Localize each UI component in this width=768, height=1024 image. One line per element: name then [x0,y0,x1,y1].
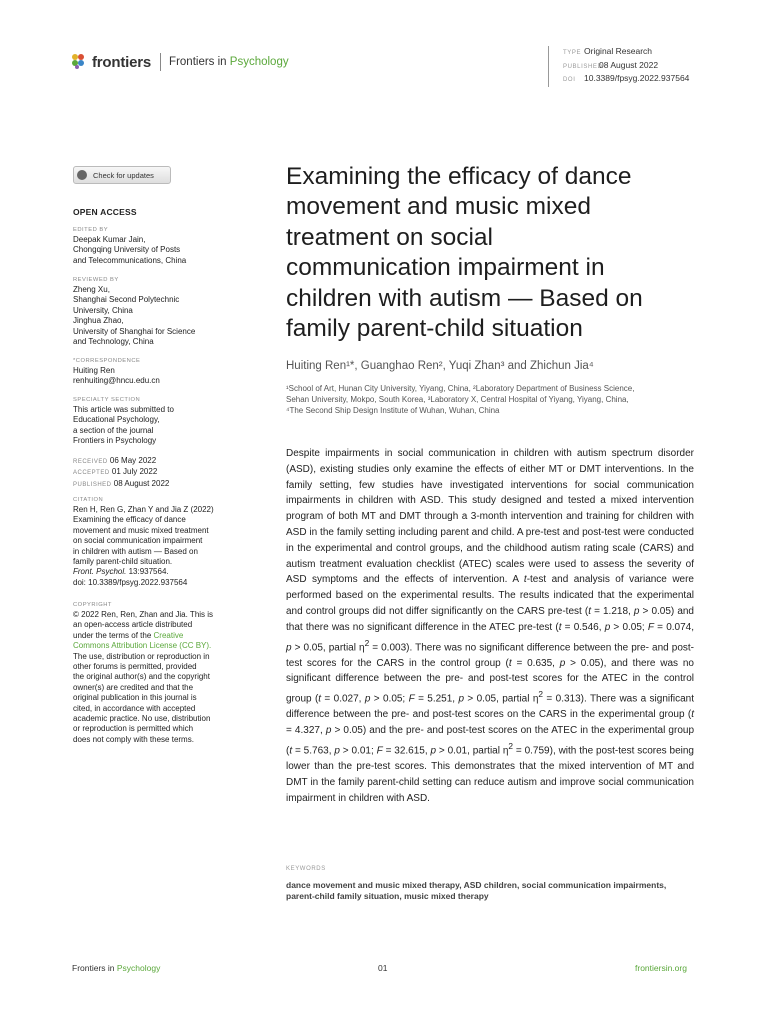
affiliations: ¹School of Art, Hunan City University, Yiyang, China, ²Laboratory Department of Business Science, Sehan University, Mokpo, South Korea, ³Laboratory X, Central Hospital of Yiyang, Yiyang, China, ⁴The Second Ship Design Institute of Wuhan, Wuhan, China [286,384,635,415]
author-list[interactable]: Huiting Ren¹*, Guanghao Ren², Yuqi Zhan³ and Zhichun Jia⁴ [286,360,594,372]
frontiers-logo-icon [72,54,88,70]
page-number: 01 [378,963,388,973]
check-for-updates-button[interactable]: Check for updates [73,166,171,184]
footer-site-link[interactable]: frontiersin.org [635,963,687,973]
reviewed-by-section: REVIEWED BY Zheng Xu, Shanghai Second Polytechnic University, China Jinghua Zhao, University of Shanghai for Science and Technology, China [73,277,196,347]
article-title: Examining the efficacy of dance movement and music mixed treatment on social communication impairment in children with autism — Based on family parent-child situation [286,163,643,343]
abstract-text: Despite impairments in social communication in children with autism spectrum disorder (ASD), existing studies only examine the effects of either MT or DMT interventions. In the family setting, few studies have investigated interventions for social communication impairments in children with ASD. This study designed and tested a mixed intervention program of both MT and DMT through a 3-month intervention and training for children with ASD in the family setting including parent and child. A pre-test and post-test were conducted in the experimental and control groups, and the childhood autism rating scale (CARS) and autism treatment evaluation checklist (ATEC) scales were used to assess the severity of ASD symptoms and the effects of intervention. A t-test and analysis of variance were performed based on the experimental results. The results indicated that the experimental and control groups did not differ significantly on the CARS pre-test (t = 1.218, p > 0.05) and that there was no significant difference in the ATEC pre-test (t = 0.546, p > 0.05; F = 0.074, p > 0.05, partial $\eta^2 = 0.003$). There was no significant difference between the pre- and post-test scores for the CARS in the control group (t = 0.635, p > 0.05), and there was no significant difference between the pre- and post-test scores for the ATEC in the control group (t = 0.027, p > 0.05; F = 5.251, p > 0.05, partial $\eta^2 = 0.313$). There was a significant difference between the pre- and post-test scores on the CARS in the experimental group (t = 4.327, p > 0.05) and the pre- and post-test scores on the ATEC in the experimental group (t = 5.763, p > 0.01; F = 32.615, p > 0.01, partial $\eta^2 = 0.759$), with the post-test scores being lower than the pre-test scores. This demonstrates that the mixed intervention of MT and DMT in the family parent-child setting can reduce autism and improve social communication impairment in children with ASD. [286,448,695,804]
citation-doi[interactable]: doi: 10.3389/fpsyg.2022.937564 [73,577,188,587]
keywords-label: KEYWORDS [286,866,326,872]
dates-section: RECEIVED 06 May 2022 ACCEPTED 01 July 2022 PUBLISHED 08 August 2022 [73,456,170,488]
meta-type: TYPE Original Research [563,46,653,56]
citation-section: CITATION Ren H, Ren G, Zhan Y and Jia Z (2022) Examining the efficacy of dance movement and music mixed treatment on social communication impairment in children with autism — Based on family parent-child situation. Front. Psychol. 13:937564. doi: 10.3389/fpsyg.2022.937564 [73,496,243,588]
footer-journal[interactable]: Frontiers in Psychology [72,963,161,973]
journal-name: Frontiers in Psychology [169,56,289,68]
open-access-label: OPEN ACCESS [73,207,137,217]
specialty-section: SPECIALTY SECTION This article was submitted to Educational Psychology, a section of the journal Frontiers in Psychology [73,397,174,446]
copyright-section: COPYRIGHT © 2022 Ren, Ren, Zhan and Jia. This is an open-access article distributed under the terms of the Creative Commons Attribution License (CC BY). The use, distribution or reproduction in other forums is permitted, provided the original author(s) and the copyright owner(s) are credited and that the original publication in this journal is cited, in accordance with accepted academic practice. No use, distribution or reproduction is permitted which does not comply with these terms. [73,601,243,745]
article-meta [548,46,689,87]
keywords-list: dance movement and music mixed therapy, ASD children, social communication impairments, parent-child family situation, music mixed therapy [286,880,667,901]
correspondence-section: *CORRESPONDENCE Huiting Ren renhuiting@hncu.edu.cn [73,357,243,387]
logo-separator [160,53,161,71]
edited-by-section: EDITED BY Deepak Kumar Jain, Chongqing University of Posts and Telecommunications, China [73,227,187,265]
license-link-cont[interactable]: Commons Attribution License (CC BY). [73,641,212,651]
meta-doi: DOI 10.3389/fpsyg.2022.937564 [563,73,690,83]
frontiers-logo[interactable] [72,52,289,72]
correspondence-email[interactable]: renhuiting@hncu.edu.cn [73,376,160,386]
license-link[interactable]: Creative [153,630,184,640]
update-icon [77,170,87,180]
logo-wordmark: frontiers [92,53,152,71]
meta-published: PUBLISHED08 August 2022 [563,59,659,70]
